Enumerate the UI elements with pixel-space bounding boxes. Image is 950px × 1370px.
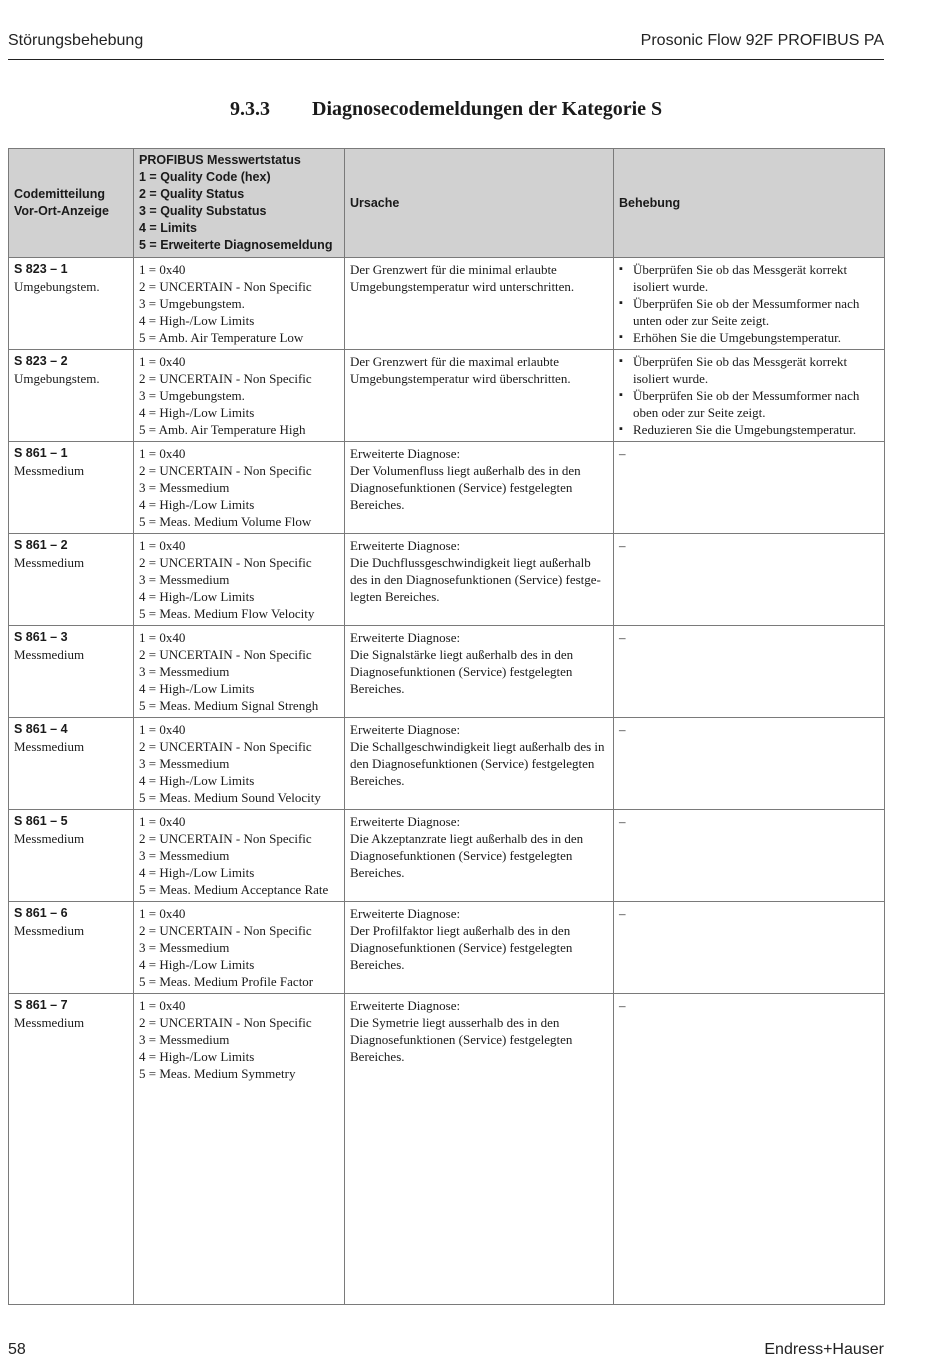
- fix-cell: [614, 442, 885, 534]
- status-line: 4 = High-/Low Limits: [139, 589, 255, 604]
- header-code-line: Vor-Ort-Anzeige: [14, 204, 109, 218]
- code-cell: [9, 350, 134, 442]
- fix-cell: [614, 258, 885, 350]
- fix-cell: [614, 810, 885, 902]
- cause-line: Diagnosefunktionen (Service) festgelegten: [350, 664, 573, 679]
- cause-line: Bereiches.: [350, 681, 405, 696]
- fix-item: ▪ Überprüfen Sie ob das Messgerät korrekt isoliert wurde.: [619, 261, 879, 295]
- status-line: 3 = Umgebungstem.: [139, 388, 245, 403]
- table-row: [9, 534, 885, 626]
- status-line: 1 = 0x40: [139, 814, 186, 829]
- status-cell: [134, 902, 345, 994]
- diagnostic-label: Messmedium: [14, 831, 85, 846]
- cause-line: Die Signalstärke liegt außerhalb des in den: [350, 647, 574, 662]
- status-line: 5 = Meas. Medium Signal Strengh: [139, 698, 319, 713]
- diagnostic-code: S 861 – 4: [14, 722, 68, 736]
- status-line: 1 = 0x40: [139, 354, 186, 369]
- cause-line: Der Volumenfluss liegt außerhalb des in den: [350, 463, 581, 478]
- status-line: 5 = Meas. Medium Acceptance Rate: [139, 882, 329, 897]
- status-line: 5 = Amb. Air Temperature Low: [139, 330, 304, 345]
- fix-dash: –: [619, 814, 626, 829]
- page-number: 58: [8, 1341, 26, 1358]
- header-status-line: 5 = Erweiterte Diagnosemeldung: [139, 238, 333, 252]
- status-line: 1 = 0x40: [139, 722, 186, 737]
- status-cell: [134, 534, 345, 626]
- table-row: [9, 994, 885, 1305]
- section-title: Diagnosecodemeldungen der Kategorie S: [312, 98, 663, 120]
- cause-line: Erweiterte Diagnose:: [350, 998, 461, 1013]
- status-line: 2 = UNCERTAIN - Non Specific: [139, 555, 312, 570]
- header-status-line: 2 = Quality Status: [139, 187, 245, 201]
- cause-line: Diagnosefunktionen (Service) festgelegten: [350, 848, 573, 863]
- table-row: [9, 258, 885, 350]
- diagnostic-label: Messmedium: [14, 923, 85, 938]
- diagnostic-code: S 861 – 6: [14, 906, 68, 920]
- cause-line: Der Grenzwert für die maximal erlaubte: [350, 354, 559, 369]
- header-fix: Behebung: [614, 149, 885, 258]
- cause-line: Erweiterte Diagnose:: [350, 446, 461, 461]
- section-heading: [230, 98, 662, 121]
- status-line: 4 = High-/Low Limits: [139, 1049, 255, 1064]
- fix-cell: [614, 350, 885, 442]
- status-line: 5 = Meas. Medium Symmetry: [139, 1066, 296, 1081]
- status-cell: [134, 718, 345, 810]
- cause-line: Die Duchflussgeschwindigkeit liegt außerhalb: [350, 555, 591, 570]
- fix-cell: [614, 626, 885, 718]
- fix-cell: [614, 534, 885, 626]
- diagnostic-label: Umgebungstem.: [14, 279, 100, 294]
- cause-line: Erweiterte Diagnose:: [350, 814, 461, 829]
- diagnostic-label: Umgebungstem.: [14, 371, 100, 386]
- table-row: [9, 902, 885, 994]
- code-cell: [9, 534, 134, 626]
- status-line: 3 = Umgebungstem.: [139, 296, 245, 311]
- cause-line: Die Akzeptanzrate liegt außerhalb des in den: [350, 831, 584, 846]
- status-cell: [134, 258, 345, 350]
- fix-dash: –: [619, 906, 626, 921]
- status-line: 3 = Messmedium: [139, 572, 230, 587]
- fix-cell: [614, 994, 885, 1305]
- status-line: 3 = Messmedium: [139, 664, 230, 679]
- diagnostic-code-table: [8, 148, 885, 1305]
- status-cell: [134, 350, 345, 442]
- fix-dash: –: [619, 538, 626, 553]
- diagnostic-code: S 823 – 1: [14, 262, 68, 276]
- fix-item: ▪ Erhöhen Sie die Umgebungstemperatur.: [619, 329, 879, 346]
- status-line: 1 = 0x40: [139, 630, 186, 645]
- header-status-line: 1 = Quality Code (hex): [139, 170, 271, 184]
- status-line: 1 = 0x40: [139, 538, 186, 553]
- status-line: 3 = Messmedium: [139, 848, 230, 863]
- cause-line: Bereiches.: [350, 957, 405, 972]
- fix-dash: –: [619, 998, 626, 1013]
- status-line: 5 = Meas. Medium Flow Velocity: [139, 606, 315, 621]
- status-line: 4 = High-/Low Limits: [139, 313, 255, 328]
- fix-item: ▪ Überprüfen Sie ob der Messumformer nach unten oder zur Seite zeigt.: [619, 295, 879, 329]
- cause-line: Erweiterte Diagnose:: [350, 906, 461, 921]
- code-cell: [9, 718, 134, 810]
- running-header-product: Prosonic Flow 92F PROFIBUS PA: [640, 32, 884, 49]
- status-cell: [134, 994, 345, 1305]
- header-cause: Ursache: [345, 149, 614, 258]
- diagnostic-code: S 861 – 1: [14, 446, 68, 460]
- header-status-line: PROFIBUS Messwertstatus: [139, 153, 301, 167]
- status-line: 2 = UNCERTAIN - Non Specific: [139, 831, 312, 846]
- cause-line: Der Profilfaktor liegt außerhalb des in den: [350, 923, 571, 938]
- cause-line: Erweiterte Diagnose:: [350, 722, 461, 737]
- table-header-row: [9, 149, 885, 258]
- fix-item: ▪ Reduzieren Sie die Umgebungstemperatur.: [619, 421, 879, 438]
- code-cell: [9, 994, 134, 1305]
- header-code: [9, 149, 134, 258]
- cause-cell: [345, 718, 614, 810]
- status-line: 3 = Messmedium: [139, 480, 230, 495]
- status-line: 3 = Messmedium: [139, 1032, 230, 1047]
- header-code-line: Codemitteilung: [14, 187, 105, 201]
- status-line: 4 = High-/Low Limits: [139, 773, 255, 788]
- table-row: [9, 626, 885, 718]
- diagnostic-label: Messmedium: [14, 739, 85, 754]
- cause-line: Bereiches.: [350, 1049, 405, 1064]
- status-cell: [134, 626, 345, 718]
- cause-line: Erweiterte Diagnose:: [350, 538, 461, 553]
- cause-line: Bereiches.: [350, 865, 405, 880]
- section-number: 9.3.3: [230, 98, 270, 120]
- cause-line: Diagnosefunktionen (Service) festgelegten: [350, 940, 573, 955]
- cause-line: Die Schallgeschwindigkeit liegt außerhalb des in: [350, 739, 605, 754]
- diagnostic-code: S 861 – 7: [14, 998, 68, 1012]
- cause-line: Umgebungstemperatur wird überschritten.: [350, 371, 571, 386]
- diagnostic-label: Messmedium: [14, 463, 85, 478]
- code-cell: [9, 810, 134, 902]
- status-line: 4 = High-/Low Limits: [139, 497, 255, 512]
- diagnostic-code: S 861 – 2: [14, 538, 68, 552]
- status-line: 2 = UNCERTAIN - Non Specific: [139, 371, 312, 386]
- diagnostic-label: Messmedium: [14, 555, 85, 570]
- publisher-name: Endress+Hauser: [764, 1341, 884, 1358]
- status-line: 2 = UNCERTAIN - Non Specific: [139, 647, 312, 662]
- status-line: 5 = Meas. Medium Volume Flow: [139, 514, 312, 529]
- header-status-line: 4 = Limits: [139, 221, 198, 235]
- code-cell: [9, 626, 134, 718]
- fix-cell: [614, 718, 885, 810]
- status-line: 2 = UNCERTAIN - Non Specific: [139, 1015, 312, 1030]
- diagnostic-code: S 823 – 2: [14, 354, 68, 368]
- cause-cell: [345, 258, 614, 350]
- table-row: [9, 810, 885, 902]
- cause-line: den Diagnosefunktionen (Service) festgelegten: [350, 756, 595, 771]
- table-row: [9, 718, 885, 810]
- status-line: 1 = 0x40: [139, 446, 186, 461]
- status-line: 1 = 0x40: [139, 998, 186, 1013]
- status-line: 3 = Messmedium: [139, 940, 230, 955]
- diagnostic-label: Messmedium: [14, 1015, 85, 1030]
- cause-line: Bereiches.: [350, 497, 405, 512]
- cause-line: Erweiterte Diagnose:: [350, 630, 461, 645]
- cause-cell: [345, 994, 614, 1305]
- cause-line: Der Grenzwert für die minimal erlaubte: [350, 262, 557, 277]
- diagnostic-code: S 861 – 3: [14, 630, 68, 644]
- code-cell: [9, 442, 134, 534]
- status-line: 2 = UNCERTAIN - Non Specific: [139, 923, 312, 938]
- table-row: [9, 350, 885, 442]
- fix-list: [619, 353, 879, 438]
- fix-dash: –: [619, 630, 626, 645]
- diagnostic-code: S 861 – 5: [14, 814, 68, 828]
- table-row: [9, 442, 885, 534]
- diagnostic-label: Messmedium: [14, 647, 85, 662]
- cause-cell: [345, 626, 614, 718]
- fix-dash: –: [619, 446, 626, 461]
- header-status-line: 3 = Quality Substatus: [139, 204, 267, 218]
- cause-cell: [345, 534, 614, 626]
- status-cell: [134, 442, 345, 534]
- status-line: 4 = High-/Low Limits: [139, 681, 255, 696]
- status-line: 4 = High-/Low Limits: [139, 865, 255, 880]
- status-line: 5 = Meas. Medium Sound Velocity: [139, 790, 321, 805]
- cause-cell: [345, 810, 614, 902]
- fix-dash: –: [619, 722, 626, 737]
- status-line: 3 = Messmedium: [139, 756, 230, 771]
- fix-item: ▪ Überprüfen Sie ob das Messgerät korrekt isoliert wurde.: [619, 353, 879, 387]
- cause-cell: [345, 350, 614, 442]
- fix-list: [619, 261, 879, 346]
- header-divider: [8, 59, 884, 60]
- status-line: 5 = Amb. Air Temperature High: [139, 422, 306, 437]
- cause-cell: [345, 442, 614, 534]
- cause-line: Diagnosefunktionen (Service) festgelegten: [350, 480, 573, 495]
- cause-line: Umgebungstemperatur wird unterschritten.: [350, 279, 575, 294]
- status-line: 2 = UNCERTAIN - Non Specific: [139, 463, 312, 478]
- status-cell: [134, 810, 345, 902]
- status-line: 4 = High-/Low Limits: [139, 405, 255, 420]
- cause-cell: [345, 902, 614, 994]
- fix-cell: [614, 902, 885, 994]
- cause-line: Die Symetrie liegt ausserhalb des in den: [350, 1015, 560, 1030]
- status-line: 2 = UNCERTAIN - Non Specific: [139, 739, 312, 754]
- status-line: 2 = UNCERTAIN - Non Specific: [139, 279, 312, 294]
- cause-line: Bereiches.: [350, 773, 405, 788]
- status-line: 1 = 0x40: [139, 262, 186, 277]
- status-line: 5 = Meas. Medium Profile Factor: [139, 974, 314, 989]
- fix-item: ▪ Überprüfen Sie ob der Messumformer nach oben oder zur Seite zeigt.: [619, 387, 879, 421]
- cause-line: des in den Diagnosefunktionen (Service) festge-: [350, 572, 601, 587]
- header-status: [134, 149, 345, 258]
- cause-line: Diagnosefunktionen (Service) festgelegten: [350, 1032, 573, 1047]
- code-cell: [9, 902, 134, 994]
- running-header-section: Störungsbehebung: [8, 32, 144, 49]
- cause-line: legten Bereiches.: [350, 589, 440, 604]
- code-cell: [9, 258, 134, 350]
- status-line: 1 = 0x40: [139, 906, 186, 921]
- status-line: 4 = High-/Low Limits: [139, 957, 255, 972]
